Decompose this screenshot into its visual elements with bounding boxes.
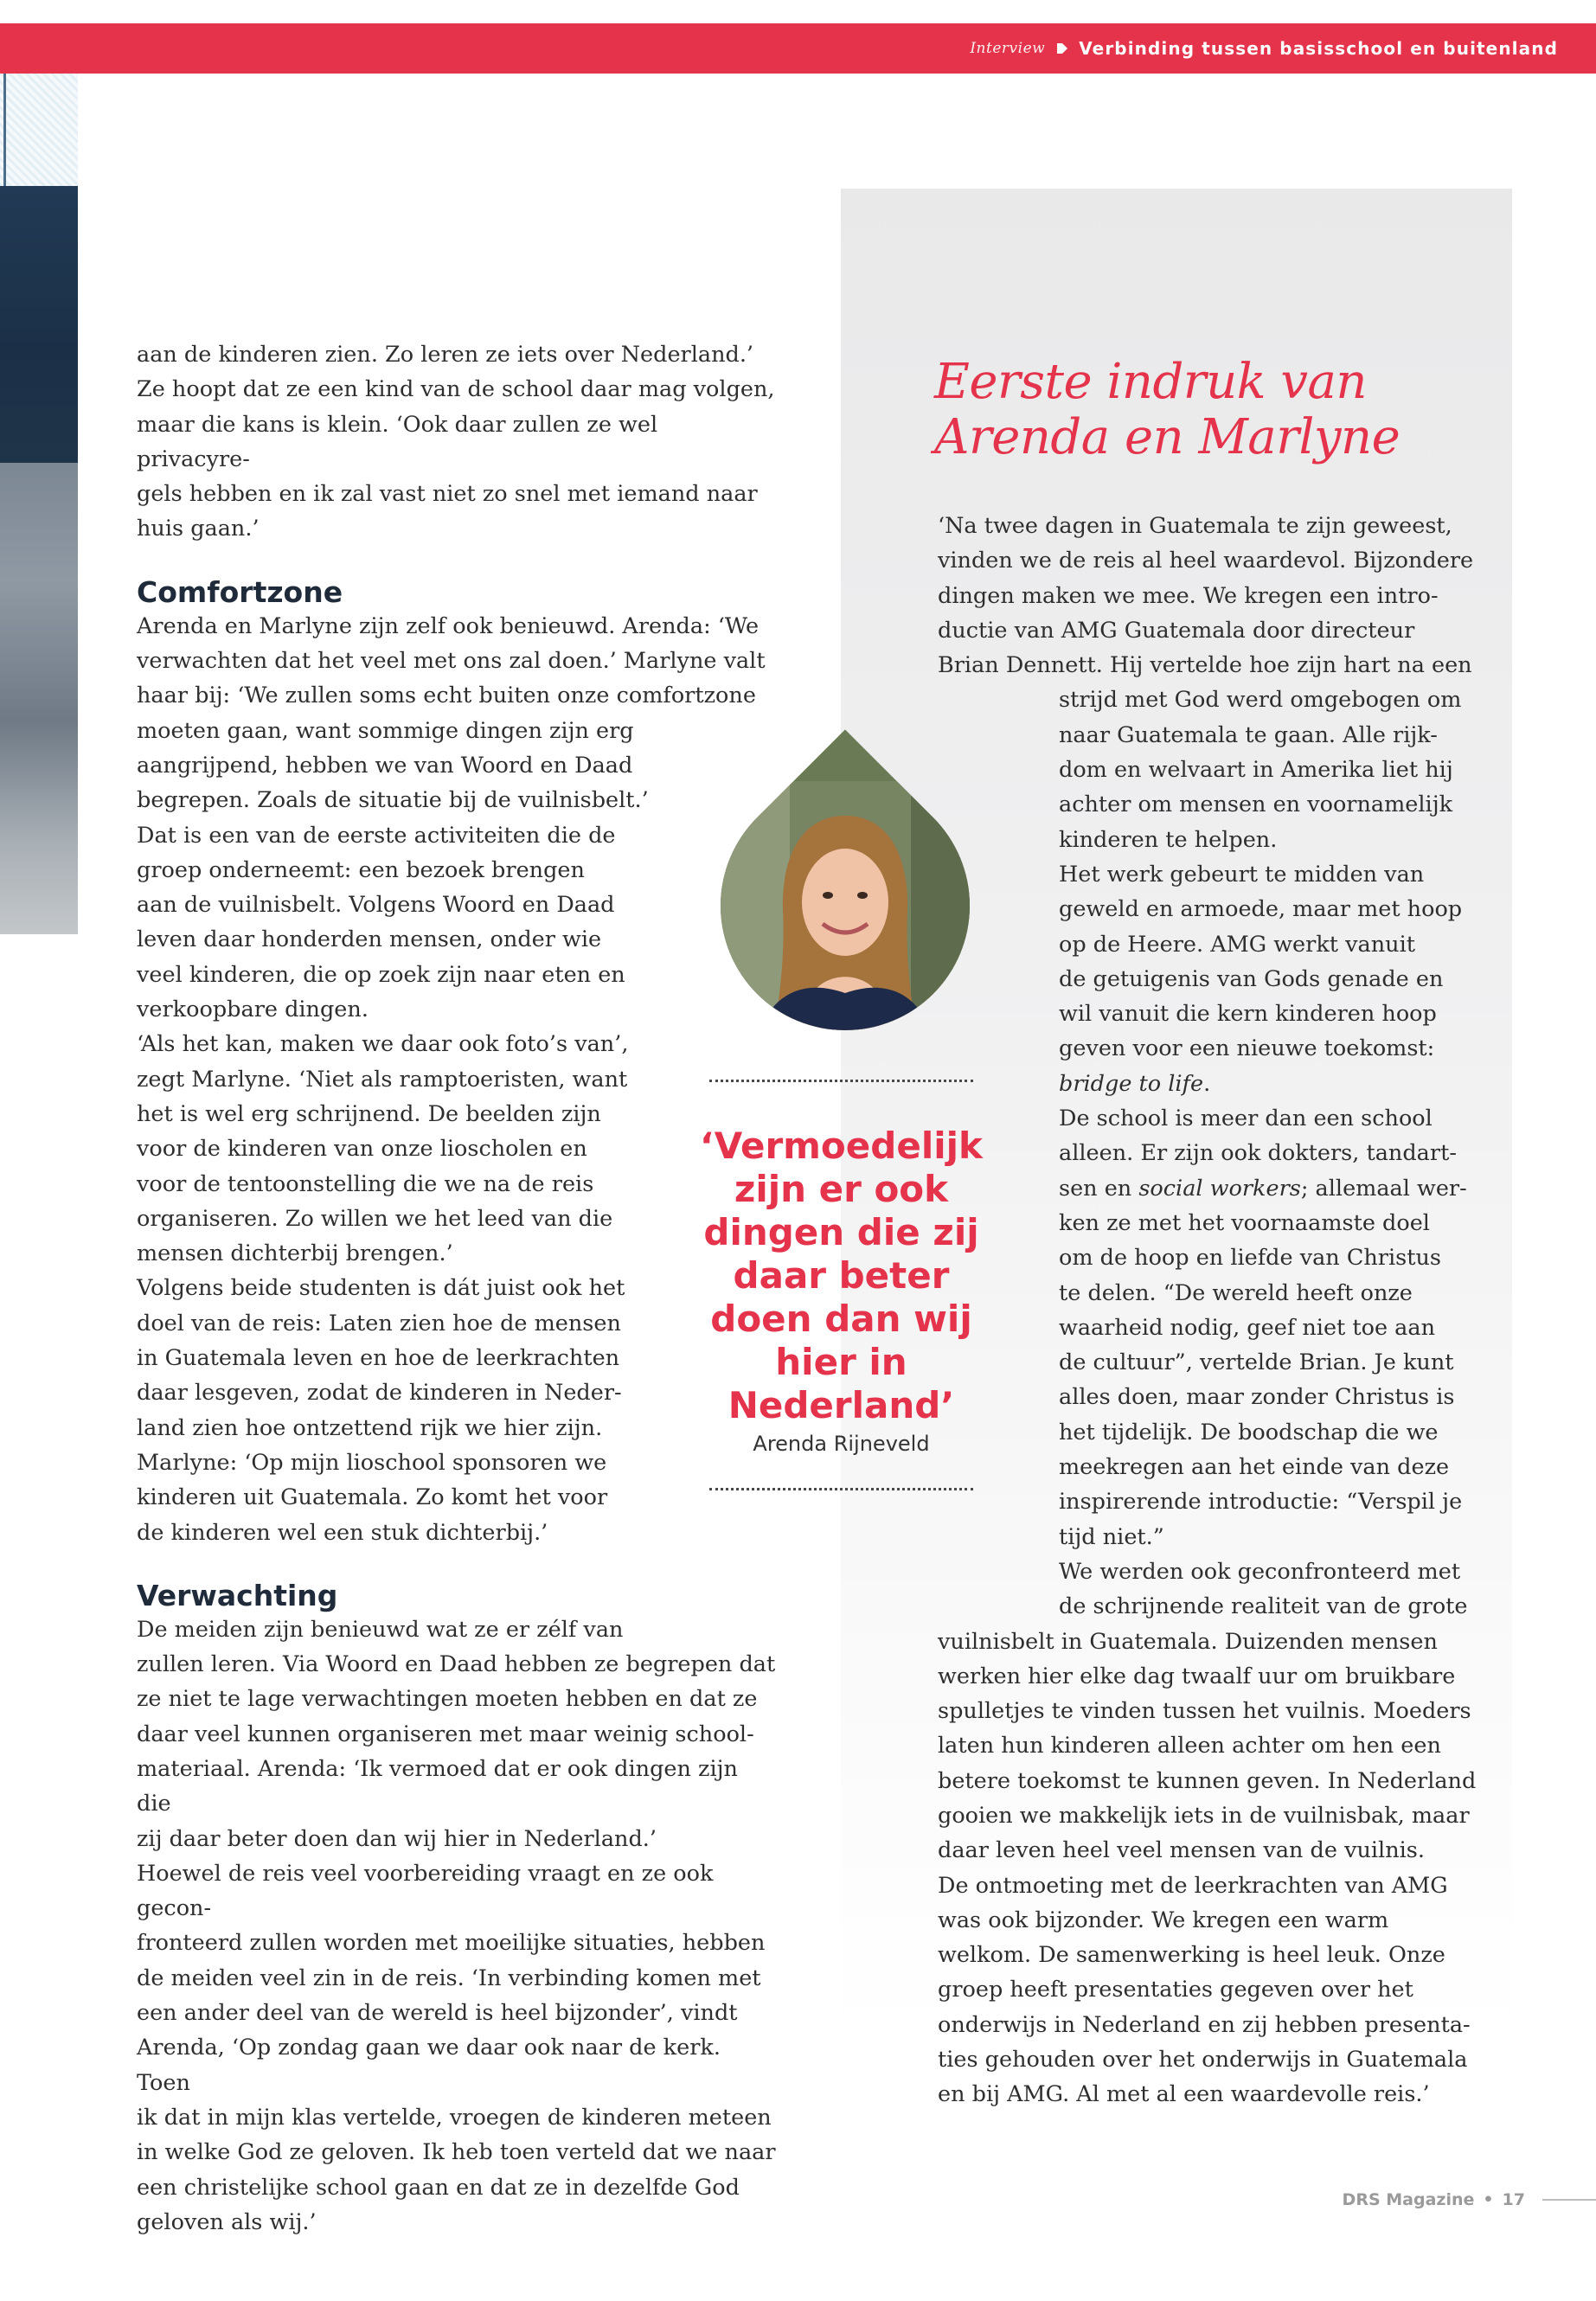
page-footer xyxy=(1343,2190,1596,2209)
sidebar-paragraph-2: strijd met God werd omgebogen om naar Guatemala te gaan. Alle rijk- dom en welvaart in Amerika liet hij achter om mensen en voornamelijk kinderen te helpen. Het werk gebeurt te midden van geweld en armoede, maar met hoop op de Heere. AMG werkt vanuit de getuigenis van Gods genade en wil vanuit die kern kinderen hoop geven voor een nieuwe toekomst: xyxy=(1059,687,1463,1062)
section-kicker: Interview xyxy=(970,40,1046,57)
photo-pole xyxy=(3,74,6,190)
footer-separator: • xyxy=(1483,2190,1494,2209)
sidebar-heading-line-2: Arenda en Marlyne xyxy=(934,409,1401,465)
quote-divider-bottom xyxy=(709,1488,973,1490)
sidebar-bridge-line xyxy=(938,1067,1491,1101)
sidebar-paragraph-1: ‘Na twee dagen in Guatemala te zijn geweest, vinden we de reis al heel waardevol. Bijzondere dingen maken we mee. We kregen een intro- ductie van AMG Guatemala door directeur Brian Dennett. Hij vertelde hoe zijn hart na een xyxy=(938,513,1474,679)
bridge-to-life-text: bridge to life xyxy=(1059,1070,1204,1097)
subheading-verwachting: Verwachting xyxy=(137,1578,338,1612)
sidebar-heading-line-1: Eerste indruk van xyxy=(934,354,1367,410)
photo-fence xyxy=(0,186,78,463)
article-section-comfortzone: Arenda en Marlyne zijn zelf ook benieuwd. Arenda: ‘We verwachten dat het veel met ons zal doen.’ Marlyne valt haar bij: ‘We zullen soms echt buiten onze comfortzone moeten gaan, want sommige dingen zijn erg aangrijpend, hebben we van Woord en Daad begrepen. Zoals de situatie bij de vuilnisbelt.’ Dat is een van de eerste activiteiten die de groep onderneemt: een bezoek brengen aan de vuilnisbelt. Volgens Woord en Daad leven daar honderden mensen, onder wie veel kinderen, die op zoek zijn naar eten en verkoopbare dingen. ‘Als het kan, maken we daar ook foto’s van’, zegt Marlyne. ‘Niet als ramptoeristen, want het is wel erg schrijnend. De beelden zijn voor de kinderen van onze lioscholen en voor de tentoonstelling die we na de reis organiseren. Zo willen we het leed van die mensen dichterbij brengen.’ Volgens beide studenten is dát juist ook het doel van de reis: Laten zien hoe de mensen in Guatemala leven en hoe de leerkrachten daar lesgeven, zodat de kinderen in Neder- land zien hoe ontzettend rijk we hier zijn. Marlyne: ‘Op mijn lioschool sponsoren we kinderen uit Guatemala. Zo komt het voor de kinderen wel een stuk dichterbij.’ xyxy=(137,612,766,1546)
article-intro: aan de kinderen zien. Zo leren ze iets over Nederland.’ Ze hoopt dat ze een kind van de school daar mag volgen, maar die kans is klein. ‘Ook daar zullen ze wel privacyre- gels hebben en ik zal vast niet zo snel met iemand naar huis gaan.’ xyxy=(137,342,775,542)
subheading-comfortzone: Comfortzone xyxy=(137,574,343,609)
photo-sky xyxy=(0,74,78,186)
magazine-name: DRS Magazine xyxy=(1342,2190,1475,2209)
sidebar-paragraph-3a: De school is meer dan een school alleen. Er zijn ook dokters, tandart- sen en xyxy=(1059,1106,1457,1202)
arrow-right-icon xyxy=(1055,42,1069,55)
footer-rule xyxy=(1542,2199,1596,2201)
sidebar-text xyxy=(938,509,1491,2112)
section-header-bar xyxy=(0,23,1596,74)
social-workers-text: social workers xyxy=(1138,1175,1301,1202)
pull-quote: ‘Vermoedelijk zijn er ook dingen die zij daar beter doen dan wij hier in Nederland’ xyxy=(700,1125,983,1426)
quote-divider-top xyxy=(709,1080,973,1082)
sidebar-heading xyxy=(934,355,1419,465)
sidebar-paragraph-3 xyxy=(938,1101,1491,1624)
article-section-verwachting: De meiden zijn benieuwd wat ze er zélf van zullen leren. Via Woord en Daad hebben ze begrepen dat ze niet te lage verwachtingen moeten hebben en dat ze daar veel kunnen organiseren met maar weinig school- materiaal. Arenda: ‘Ik vermoed dat er ook dingen zijn die zij daar beter doen dan wij hier in Nederland.’ Hoewel de reis veel voorbereiding vraagt en ze ook gecon- fronteerd zullen worden met moeilijke situaties, hebben de meiden veel zin in de reis. ‘In verbinding komen met een ander deel van de wereld is heel bijzonder’, vindt Arenda, ‘Op zondag gaan we daar ook naar de kerk. Toen ik dat in mijn klas vertelde, vroegen de kinderen meteen in welke God ze geloven. Ik heb toen verteld dat we naar een christelijke school gaan en dat ze in dezelfde God geloven als wij.’ xyxy=(137,1616,776,2235)
article-left-column xyxy=(137,337,777,2240)
photo-ground xyxy=(0,463,78,934)
cropped-photo xyxy=(0,74,78,934)
section-title: Verbinding tussen basisschool en buitenland xyxy=(1079,38,1558,59)
sidebar-paragraph-3b: ; allemaal wer- ken ze met het voornaamste doel om de hoop en liefde van Christus te delen. “De wereld heeft onze waarheid nodig, geef niet toe aan de cultuur”, vertelde Brian. Je kunt alles doen, maar zonder Christus is het tijdelijk. De boodschap die we meekregen aan het einde van deze inspirerende introductie: “Verspil je tijd niet.” We werden ook geconfronteerd met de schrijnende realiteit van de grote xyxy=(1059,1175,1468,1620)
pull-quote-author: Arenda Rijneveld xyxy=(753,1432,930,1456)
sidebar-paragraph-4: vuilnisbelt in Guatemala. Duizenden mensen werken hier elke dag twaalf uur om bruikbare spulletjes te vinden tussen het vuilnis. Moeders laten hun kinderen alleen achter om hen een betere toekomst te kunnen geven. In Nederland gooien we makkelijk iets in de vuilnisbak, maar daar leven heel veel mensen van de vuilnis. De ontmoeting met de leerkrachten van AMG was ook bijzonder. We kregen een warm welkom. De samenwerking is heel leuk. Onze groep heeft presentaties gegeven over het onderwijs in Nederland en zij hebben presenta- ties gehouden over het onderwijs in Guatemala en bij AMG. Al met al een waardevolle reis.’ xyxy=(938,1628,1477,2108)
page-number: 17 xyxy=(1502,2190,1525,2209)
bridge-period: . xyxy=(1203,1070,1211,1097)
